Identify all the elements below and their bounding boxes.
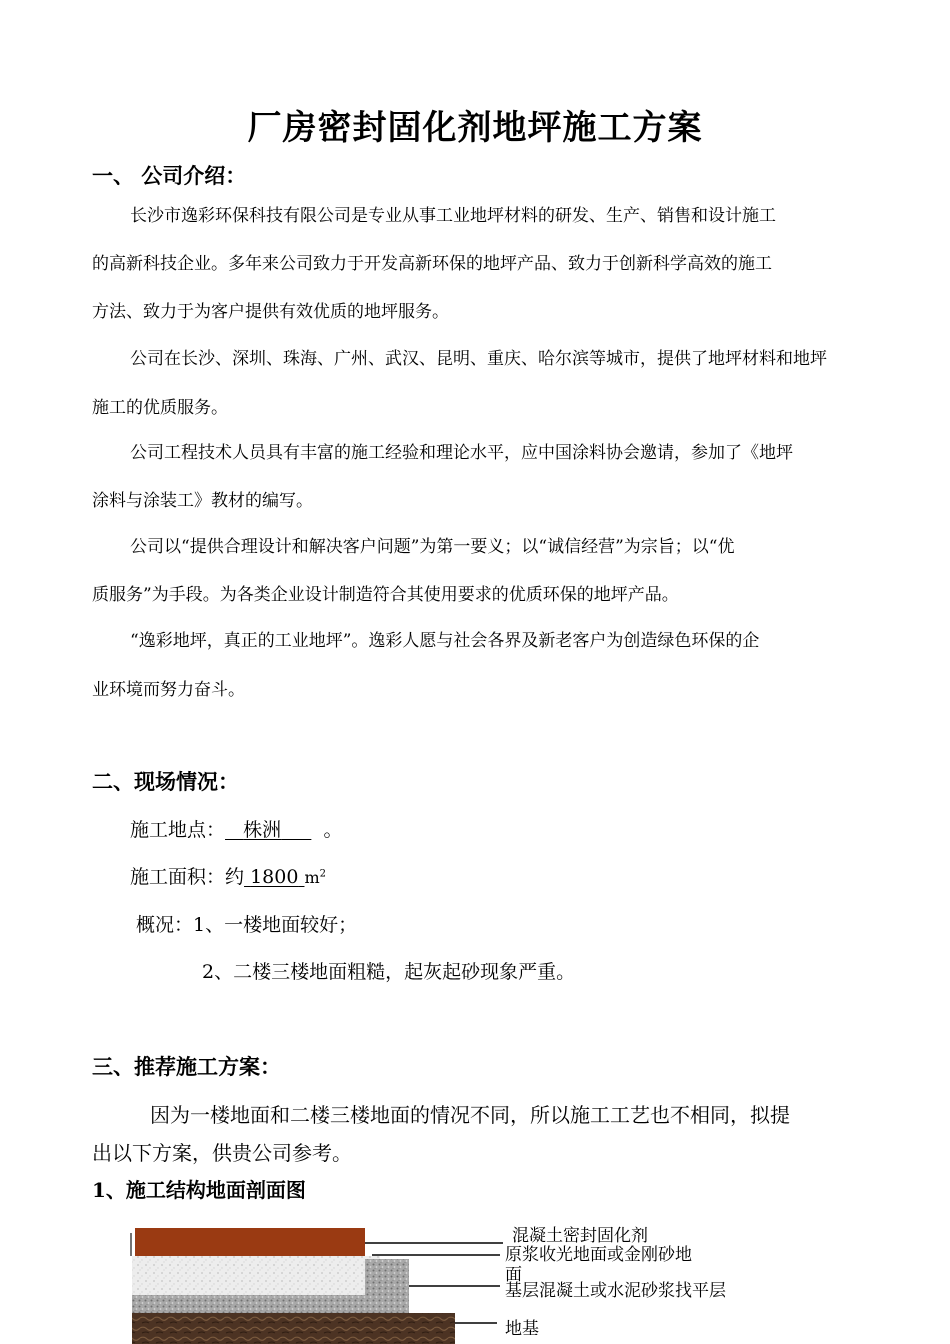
label-concrete-base: 基层混凝土或水泥砂浆找平层 (505, 1281, 726, 1301)
subsection-heading: 1、施工结构地面剖面图 (92, 1178, 306, 1202)
area-value: 1800 (250, 866, 299, 888)
document-title: 厂房密封固化剂地坪施工方案 (247, 108, 703, 148)
paragraph-line: 质服务”为手段。为各类企业设计制造符合其使用要求的优质环保的地坪产品。 (92, 585, 679, 605)
paragraph-line: 的高新科技企业。多年来公司致力于开发高新环保的地坪产品、致力于创新科学高效的施工 (92, 254, 772, 274)
paragraph-line: 涂料与涂装工》教材的编写。 (92, 491, 313, 511)
label-sealer: 混凝土密封固化剂 (512, 1226, 648, 1246)
layer-concrete-base (132, 1295, 409, 1313)
plan-paragraph-line-2: 出以下方案，供贵公司参考。 (92, 1141, 352, 1165)
section-2-heading: 二、现场情况： (92, 769, 239, 794)
section-3-heading: 三、推荐施工方案： (92, 1054, 281, 1079)
paragraph-line: 公司在长沙、深圳、珠海、广州、武汉、昆明、重庆、哈尔滨等城市，提供了地坪材料和地坪 (130, 349, 827, 369)
paragraph-line: 施工的优质服务。 (92, 398, 228, 418)
location-end: 。 (323, 819, 343, 841)
label-finish-floor-line1: 原浆收光地面或金刚砂地 (505, 1245, 692, 1265)
paragraph-line: 公司工程技术人员具有丰富的施工经验和理论水平，应中国涂料协会邀请，参加了《地坪 (130, 443, 793, 463)
layer-foundation (132, 1313, 455, 1344)
site-location (130, 815, 342, 842)
paragraph-line: 长沙市逸彩环保科技有限公司是专业从事工业地坪材料的研发、生产、销售和设计施工 (130, 206, 776, 226)
label-foundation: 地基 (505, 1319, 539, 1339)
area-label: 施工面积：约 (130, 866, 245, 888)
location-label: 施工地点： (130, 819, 226, 841)
plan-paragraph-line-1: 因为一楼地面和二楼三楼地面的情况不同，所以施工工艺也不相同，拟提 (150, 1103, 790, 1127)
section-1-heading: 一、 公司介绍： (92, 163, 247, 188)
floor-cross-section-diagram (0, 1215, 950, 1344)
layer-sealer (135, 1228, 365, 1256)
site-area (130, 862, 326, 889)
paragraph-line: 业环境而努力奋斗。 (92, 680, 245, 700)
location-value: 株洲 (243, 819, 282, 841)
paragraph-line: 公司以“提供合理设计和解决客户问题”为第一要义；以“诚信经营”为宗旨；以“优 (130, 537, 735, 557)
overview-line-2: 2、二楼三楼地面粗糙，起灰起砂现象严重。 (202, 961, 576, 983)
layer-finish-floor (132, 1256, 380, 1300)
paragraph-line: “逸彩地坪，真正的工业地坪”。逸彩人愿与社会各界及新老客户为创造绿色环保的企 (130, 631, 760, 651)
paragraph-line: 方法、致力于为客户提供有效优质的地坪服务。 (92, 302, 449, 322)
overview-line-1: 概况：1、一楼地面较好； (136, 914, 358, 936)
area-unit: $m^2$ (304, 868, 327, 887)
label-finish-floor-line2: 面 (505, 1265, 522, 1285)
